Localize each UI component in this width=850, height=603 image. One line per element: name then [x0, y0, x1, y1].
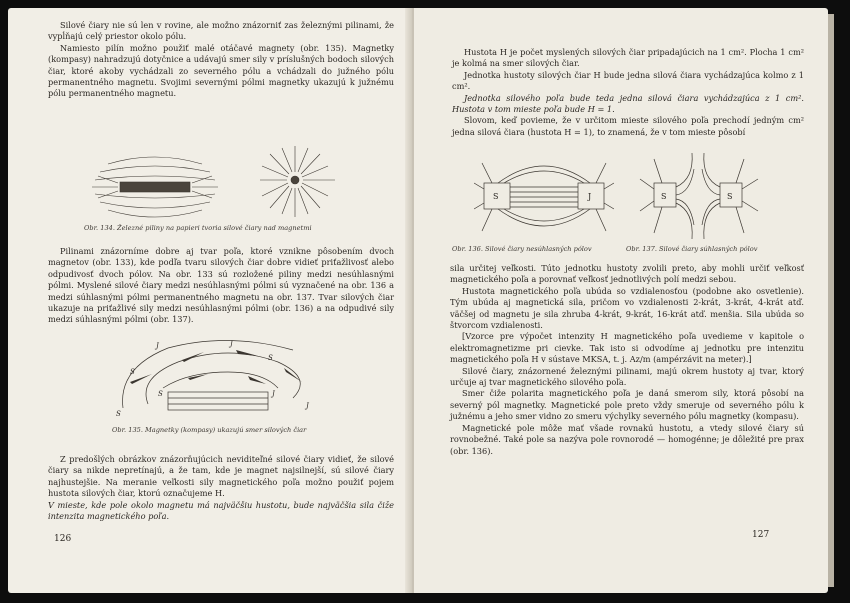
right-paragraph-2: Jednotka hustoty silových čiar H bude jedna silová čiara vychádzajúca kolmo z 1 cm².	[452, 69, 804, 92]
right-paragraph-9: Smer čiže polarita magnetického poľa je daná smerom sily, ktorá pôsobí na severný pól magnetky. Magnetické pole preto vždy smeruje od severného pólu k južnému a jeho smer vidno zo smeru výchylky severného pólu magnetky (kompasu).	[450, 388, 804, 422]
figure-135-label-south: J	[272, 390, 275, 398]
right-paragraph-10: Magnetické pole môže mať všade rovnakú hustotu, a vtedy silové čiary sú rovnobežné. Také pole sa nazýva pole rovnorodé — homogénne; je dôležité pre prax (obr. 136).	[450, 422, 804, 456]
compass-needle	[248, 376, 266, 384]
figure-135-label-north: S	[116, 410, 121, 418]
figure-137-pole-label: S	[661, 192, 667, 201]
right-page-number: 127	[752, 530, 770, 540]
figure-135-label-south: J	[230, 340, 233, 348]
figure-136-pole-label: S	[493, 192, 499, 201]
left-text-middle	[48, 246, 394, 326]
right-text-bottom	[450, 263, 804, 457]
figure-135-compasses	[108, 338, 348, 420]
book-page-edge	[828, 14, 834, 587]
figure-135-label-south: J	[306, 402, 309, 410]
compass-needle	[182, 352, 204, 362]
left-text-bottom	[48, 454, 394, 522]
right-text-top	[452, 47, 804, 138]
figure-136-pole-label: J	[588, 192, 592, 201]
left-paragraph-3: Pilinami znázorníme dobre aj tvar poľa, ktoré vznikne pôsobením dvoch magnetov (obr. 133), kde podľa tvaru silových čiar dobre vidieť priťažlivosť alebo odpudivosť dvoch pólov. Na obr. 133 sú rozložené piliny medzi nesúhlasnými pólmi. Myslené silové čiary medzi nesúhlasnými pólmi sú vyznačené na obr. 136 a medzi súhlasnými pólmi permanentného magnetu na obr. 137. Tvar silových čiar ukazuje na priťažlivé sily medzi nesúhlasnými pólmi (obr. 136) a na odpudivé sily medzi súhlasnými pólmi (obr. 137).	[48, 246, 394, 325]
right-page	[414, 8, 828, 593]
left-paragraph-1: Silové čiary nie sú len v rovine, ale možno znázorniť zas železnými pilinami, že vypĺňajú celý priestor okolo pólu.	[48, 20, 394, 42]
right-paragraph-3: Jednotka silového poľa bude teda jedna silová čiara vychádzajúca z 1 cm². Hustota v tom mieste poľa bude H = 1.	[452, 92, 804, 115]
figure-134-caption: Obr. 134. Železné piliny na papieri tvoria silové čiary nad magnetmi	[84, 224, 312, 232]
right-paragraph-6: Hustota magnetického poľa ubúda so vzdialenosťou (podobne ako osvetlenie). Tým ubúda aj magnetická sila, pričom vo vzdialenosti 2-krát, 3-krát, 4-krát atď. väčšej od magnetu je sila zhruba 4-krát, 9-krát, 16-krát atď. menšia. Sila ubúda so štvorcom vzdialenosti.	[450, 285, 804, 331]
left-text-top	[48, 20, 394, 100]
figure-135-label-north: S	[158, 390, 163, 398]
left-page	[8, 8, 411, 593]
figure-134-iron-filings	[90, 142, 350, 222]
compass-needle	[284, 368, 302, 382]
right-paragraph-5: sila určitej veľkosti. Túto jednotku hustoty zvolili preto, aby mohli určiť veľkosť magnetického poľa a porovnať veľkosť jednotlivých polí medzi sebou.	[450, 263, 804, 285]
left-page-number: 126	[54, 534, 72, 544]
left-paragraph-4-emphasis: V mieste, kde pole okolo magnetu má najväčšiu hustotu, bude najväčšia sila čiže intenzita magnetického poľa.	[48, 499, 394, 522]
figure-135-label-north: S	[130, 368, 135, 376]
figure-135-label-south: J	[156, 342, 159, 350]
right-paragraph-4: Slovom, keď povieme, že v určitom mieste silového poľa prechodí jedným cm² jedna silová čiara (hustota H = 1), to znamená, že v tom mieste pôsobí	[452, 115, 804, 137]
right-paragraph-8: Silové čiary, znázornené železnými pilinami, majú okrem hustoty aj tvar, ktorý určuje aj tvar magnetického silového poľa.	[450, 365, 804, 388]
left-paragraph-4: Z predošlých obrázkov znázorňujúcich neviditeľné silové čiary vidieť, že silové čiary sa nikde nepretínajú, a že tam, kde je magnet najsilnejší, sú silové čiary najhustejšie. Na meranie veľkosti sily magnetického poľa možno použiť pojem hustota silových čiar, ktorú označujeme H.	[48, 454, 394, 499]
right-paragraph-1: Hustota H je počet myslených silových čiar pripadajúcich na 1 cm². Plocha 1 cm² je kolmá na smer silových čiar.	[452, 47, 804, 69]
figure-135-label-north: S	[268, 354, 273, 362]
figure-136-unlike-poles	[474, 149, 614, 241]
right-paragraph-7: [Vzorce pre výpočet intenzity H magnetického poľa uvedieme v kapitole o elektromagnetizme pri cievke. Tak isto si odvodíme aj jednotku pre intenzitu magnetického poľa H v sústave MKSA, t. j. Az/m (ampérzávit na meter).]	[450, 331, 804, 365]
figure-137-like-poles	[636, 149, 766, 241]
compass-needle	[236, 350, 258, 356]
figure-135-caption: Obr. 135. Magnetky (kompasy) ukazujú smer silových čiar	[112, 426, 307, 434]
figure-137-pole-label: S	[727, 192, 733, 201]
figure-136-caption: Obr. 136. Silové čiary nesúhlasných pólov	[452, 245, 592, 253]
figure-137-caption: Obr. 137. Silové čiary súhlasných pólov	[626, 245, 758, 253]
left-paragraph-2: Namiesto pilín možno použiť malé otáčavé magnety (obr. 135). Magnetky (kompasy) nahradzujú dotyčnice a udávajú smer sily v príslušných bodoch silových čiar, ktoré akoby vychádzali zo severného pólu a vchádzali do južného pólu permanentného magnetu. Svojimi severnými pólmi magnetky ukazujú k južnému pólu permanentného magnetu.	[48, 42, 394, 99]
